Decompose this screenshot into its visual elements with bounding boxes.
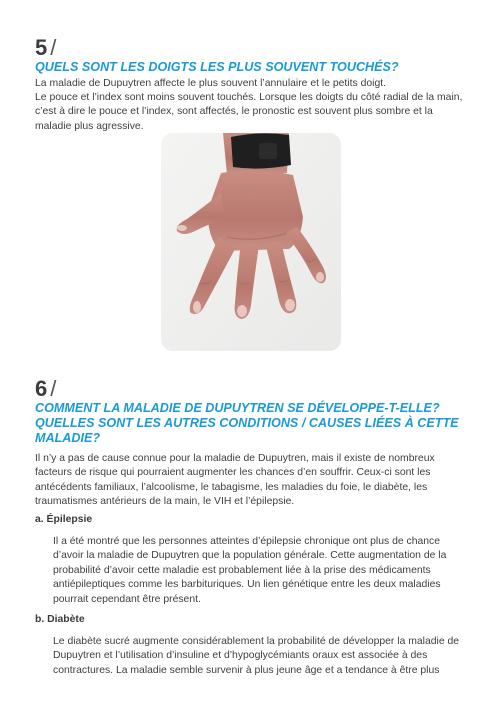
- hand-photo-icon: [161, 133, 341, 351]
- section-slash: /: [50, 376, 57, 401]
- section-number: 5: [35, 35, 48, 60]
- section-slash: /: [50, 35, 57, 60]
- subsection-b-text: Le diabète sucré augmente considérablement la probabilité de développer la maladie de Dupuytren et l’utilisation d’insuline et d’hypoglycémiants oraux est associée à des contractures. La maladie semble survenir à plus jeune âge et a tendance à être plus: [53, 636, 460, 676]
- section-6-title: COMMENT LA MALADIE DE DUPUYTREN SE DÉVELOPPE-T-ELLE? QUELLES SONT LES AUTRES CONDITIONS / CAUSES LIÉES À CETTE MALADIE?: [35, 401, 459, 445]
- section-5-title: QUELS SONT LES DOIGTS LES PLUS SOUVENT TOUCHÉS?: [35, 60, 399, 74]
- section-5-number: [35, 37, 56, 59]
- subsection-b-heading: b. Diabète: [35, 614, 85, 625]
- section-6-number: [35, 378, 56, 400]
- section-5-paragraph-1: La maladie de Dupuytren affecte le plus souvent l’annulaire et le petits doigt.: [35, 78, 387, 89]
- section-6-intro: Il n’y a pas de cause connue pour la maladie de Dupuytren, mais il existe de nombreux facteurs de risque qui pourraient augmenter les chances d’en souffrir. Ceux-ci sont les antécédents familiaux, l’alcoolisme, le tabagisme, les maladies du foie, le diabète, les traumatismes antérieurs de la main, le VIH et l’épilepsie.: [35, 453, 435, 508]
- section-5-paragraph-2: Le pouce et l’index sont moins souvent touchés. Lorsque les doigts du côté radial de la main, c’est à dire le pouce et l’index, sont affectés, le pronostic est souvent plus sombre et la maladie plus agressive.: [35, 92, 463, 132]
- subsection-a-text: Il a été montré que les personnes atteintes d’épilepsie chronique ont plus de chance d’avoir la maladie de Dupuytren que la population générale. Cette augmentation de la probabilité d’avoir cette maladie est probablement liée à la prise des médicaments antiépileptiques comme les barbituriques. Un lien génétique entre les deux maladies pourrait cependant être présent.: [53, 536, 447, 605]
- hand-photo: [161, 133, 341, 351]
- section-number: 6: [35, 376, 48, 401]
- subsection-a-heading: a. Épilepsie: [35, 514, 93, 525]
